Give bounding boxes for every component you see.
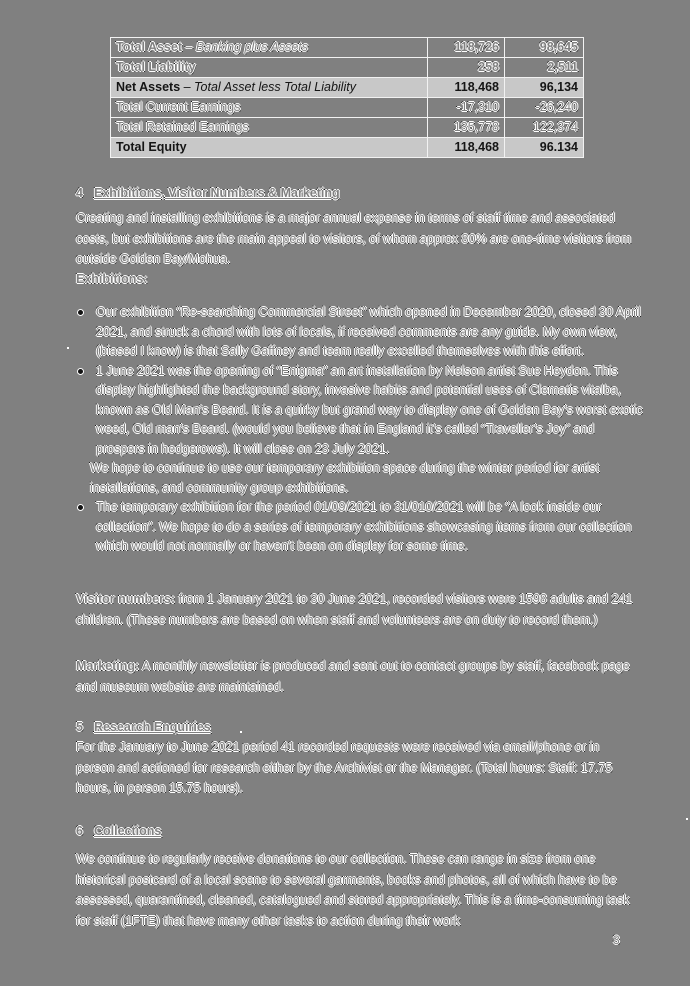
value-previous: 98,645 bbox=[505, 38, 584, 58]
row-label: Total Retained Earnings bbox=[111, 118, 428, 138]
value-current: 118,468 bbox=[428, 138, 505, 158]
table-row bbox=[111, 138, 584, 158]
visitor-numbers-label: Visitor numbers: bbox=[76, 592, 176, 606]
scan-speck bbox=[686, 818, 688, 820]
row-label: Total Equity bbox=[111, 138, 428, 158]
bullet-icon bbox=[77, 368, 84, 375]
section-5-title: Research Enquiries bbox=[94, 720, 211, 734]
value-current: 118,726 bbox=[428, 38, 505, 58]
section-6-title: Collections bbox=[94, 824, 162, 838]
scan-speck bbox=[67, 347, 69, 349]
table-row bbox=[111, 58, 584, 78]
bullet-icon bbox=[77, 309, 84, 316]
table-row bbox=[111, 118, 584, 138]
exhibitions-list bbox=[76, 303, 646, 557]
exhibition-continuation: We hope to continue to use our temporary exhibition space during the winter period for artist installations, and community group exhibitions. bbox=[90, 461, 600, 495]
section-6-text: We continue to regularly receive donations to our collection. These can range in size from one historical postcard of a local scene to several garments, books and photos, all of which have to be assessed, quarantined, cleaned, catalogued and stored appropriately. This is a time-consuming task for staff (1FTE) that have many other tasks to action during their work bbox=[76, 852, 630, 928]
value-current: -17,310 bbox=[428, 98, 505, 118]
bullet-icon bbox=[77, 504, 84, 511]
section-4-intro: Creating and installing exhibitions is a major annual expense in terms of staff time and associated costs, but exhibitions are the main appeal to visitors, of whom approx 80% are one-time visitors from outside Golden Bay/Mohua. bbox=[76, 211, 632, 266]
section-6-heading: 6 Collections bbox=[76, 824, 162, 838]
table-row bbox=[111, 38, 584, 58]
section-5-text: For the January to June 2021 period 41 recorded requests were received via email/phone or in person and actioned for research either by the Archivist or the Manager. (Total hours: Staff: 17.75 hours, in person 15.75 hours). bbox=[76, 740, 613, 795]
scan-speck bbox=[240, 731, 242, 733]
value-current: 135,778 bbox=[428, 118, 505, 138]
list-item: The temporary exhibition for the period 01/09/2021 to 31/010/2021 will be “A look inside our collection”. We hope to do a series of temporary exhibitions showcasing items from our collection which would not normally or haven’t been on display for some time. bbox=[76, 498, 646, 557]
list-item: 1 June 2021 was the opening of “Enigma” an art installation by Nelson artist Sue Heydon. This display highlighted the background story, invasive habits and potential uses of Clematis vitalba, known as Old Man’s Beard. It is a quirky but grand way to display one of Golden Bay’s worst exotic weed, Old man’s Beard. (would you believe that in England it’s called “Traveller’s Joy” and prospers in hedgerows). It will close on 23 July 2021. bbox=[76, 362, 646, 460]
financial-summary-table bbox=[110, 37, 584, 158]
visitor-numbers-paragraph: Visitor numbers: from 1 January 2021 to 30 June 2021, recorded visitors were 1598 adults and 241 children. (These numbers are based on when staff and volunteers are on duty to record them.) bbox=[76, 592, 633, 627]
row-label: Total Liability bbox=[111, 58, 428, 78]
marketing-label: Marketing: bbox=[76, 659, 140, 673]
section-4-title: Exhibitions, Visitor Numbers & Marketing bbox=[94, 186, 340, 200]
value-current: 118,468 bbox=[428, 78, 505, 98]
row-label: Net Assets – Total Asset less Total Liability bbox=[111, 78, 428, 98]
section-4-heading: 4 Exhibitions, Visitor Numbers & Marketing bbox=[76, 186, 340, 200]
page-number: 3 bbox=[613, 933, 620, 947]
list-item: Our exhibition “Re-searching Commercial Street” which opened in December 2020, closed 30 April 2021, and struck a chord with lots of locals, if received comments are any guide. My own view, (biased I know) is that Sally Gaffney and team really excelled themselves with this effort. bbox=[76, 303, 646, 362]
table-row bbox=[111, 78, 584, 98]
section-5-heading: 5 Research Enquiries bbox=[76, 720, 211, 734]
value-previous: 2,511 bbox=[505, 58, 584, 78]
marketing-paragraph: Marketing: A monthly newsletter is produced and sent out to contact groups by staff, facebook page and museum website are maintained. bbox=[76, 659, 630, 694]
value-previous: -26,240 bbox=[505, 98, 584, 118]
value-previous: 96,134 bbox=[505, 78, 584, 98]
table-row bbox=[111, 98, 584, 118]
row-label: Total Asset – Banking plus Assets bbox=[111, 38, 428, 58]
exhibitions-label: Exhibitions: bbox=[76, 272, 148, 286]
row-label: Total Current Earnings bbox=[111, 98, 428, 118]
value-previous: 96.134 bbox=[505, 138, 584, 158]
value-previous: 122,374 bbox=[505, 118, 584, 138]
value-current: 258 bbox=[428, 58, 505, 78]
